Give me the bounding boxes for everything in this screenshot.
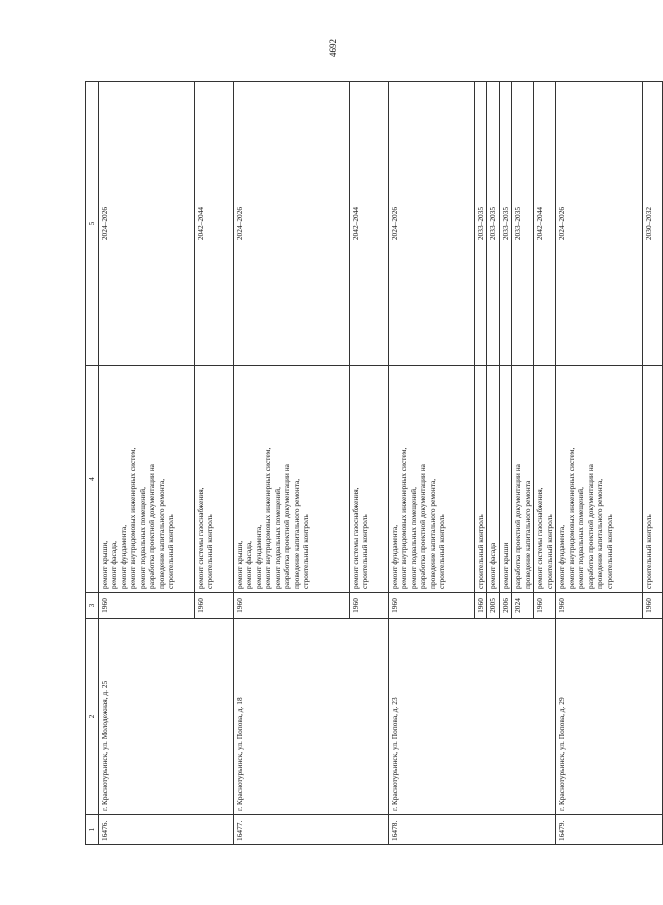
table-row xyxy=(556,82,643,845)
object-address: г. Краснотурьинск, ул. Попова, д. 23 xyxy=(388,619,556,815)
year-cell: 1960 xyxy=(643,593,663,619)
works-cell: разработка проектной документации на проведение капитального ремонта xyxy=(512,366,534,593)
period-cell: 2024–2026 xyxy=(388,82,474,366)
works-cell: ремонт крыши xyxy=(499,366,512,593)
object-address: г. Краснотурьинск, ул. Молодежная, д. 25 xyxy=(98,619,233,815)
period-cell: 2033–2035 xyxy=(487,82,500,366)
year-cell: 1960 xyxy=(388,593,474,619)
period-cell: 2033–2035 xyxy=(474,82,487,366)
works-cell: ремонт крыши, ремонт фасада, ремонт фундамента, ремонт внутридомовых инженерных систем, ремонт подвальных помещений, разработка проектной документации на проведение капитального ремонта, строительный контроль xyxy=(233,366,349,593)
period-cell: 2042–2044 xyxy=(534,82,556,366)
header-row xyxy=(86,82,99,845)
year-cell: 2006 xyxy=(499,593,512,619)
works-cell: ремонт фундамента, ремонт внутридомовых инженерных систем, ремонт подвальных помещений, разработка проектной документации на проведение капитального ремонта, строительный контроль xyxy=(556,366,643,593)
year-cell: 1960 xyxy=(233,593,349,619)
period-cell: 2033–2035 xyxy=(499,82,512,366)
table-row xyxy=(388,82,474,845)
header-col-5: 5 xyxy=(86,82,99,366)
table-row xyxy=(233,82,349,845)
object-number: 16479. xyxy=(556,815,663,845)
object-number: 16478. xyxy=(388,815,556,845)
header-col-3: 3 xyxy=(86,593,99,619)
year-cell: 2005 xyxy=(487,593,500,619)
period-cell: 2024–2026 xyxy=(98,82,194,366)
year-cell: 1960 xyxy=(194,593,233,619)
page-number: 4692 xyxy=(328,39,338,57)
table-row xyxy=(98,82,194,845)
year-cell: 1960 xyxy=(474,593,487,619)
object-number: 16477. xyxy=(233,815,388,845)
year-cell: 1960 xyxy=(556,593,643,619)
header-col-2: 2 xyxy=(86,619,99,815)
object-address: г. Краснотурьинск, ул. Попова, д. 29 xyxy=(556,619,663,815)
table-body xyxy=(98,82,663,845)
year-cell: 1960 xyxy=(98,593,194,619)
period-cell: 2024–2026 xyxy=(233,82,349,366)
object-number: 16476. xyxy=(98,815,233,845)
year-cell: 1960 xyxy=(349,593,388,619)
works-cell: ремонт системы газоснабжения, строительный контроль xyxy=(194,366,233,593)
period-cell: 2030–2032 xyxy=(643,82,663,366)
rotated-table-container xyxy=(85,82,653,845)
works-cell: строительный контроль xyxy=(474,366,487,593)
period-cell: 2024–2026 xyxy=(556,82,643,366)
period-cell: 2042–2044 xyxy=(349,82,388,366)
period-cell: 2042–2044 xyxy=(194,82,233,366)
works-cell: ремонт системы газоснабжения, строительный контроль xyxy=(349,366,388,593)
works-cell: ремонт фундамента, ремонт внутридомовых инженерных систем, ремонт подвальных помещений, разработка проектной документации на проведение капитального ремонта, строительный контроль xyxy=(388,366,474,593)
year-cell: 1960 xyxy=(534,593,556,619)
works-cell: строительный контроль xyxy=(643,366,663,593)
works-cell: ремонт системы газоснабжения, строительный контроль xyxy=(534,366,556,593)
period-cell: 2033–2035 xyxy=(512,82,534,366)
header-col-4: 4 xyxy=(86,366,99,593)
capital-repair-table xyxy=(85,81,663,845)
year-cell: 2024 xyxy=(512,593,534,619)
header-col-1: 1 xyxy=(86,815,99,845)
object-address: г. Краснотурьинск, ул. Попова, д. 18 xyxy=(233,619,388,815)
works-cell: ремонт фасада xyxy=(487,366,500,593)
works-cell: ремонт крыши, ремонт фасада, ремонт фундамента, ремонт внутридомовых инженерных систем, ремонт подвальных помещений, разработка проектной документации на проведение капитального ремонта, строительный контроль xyxy=(98,366,194,593)
